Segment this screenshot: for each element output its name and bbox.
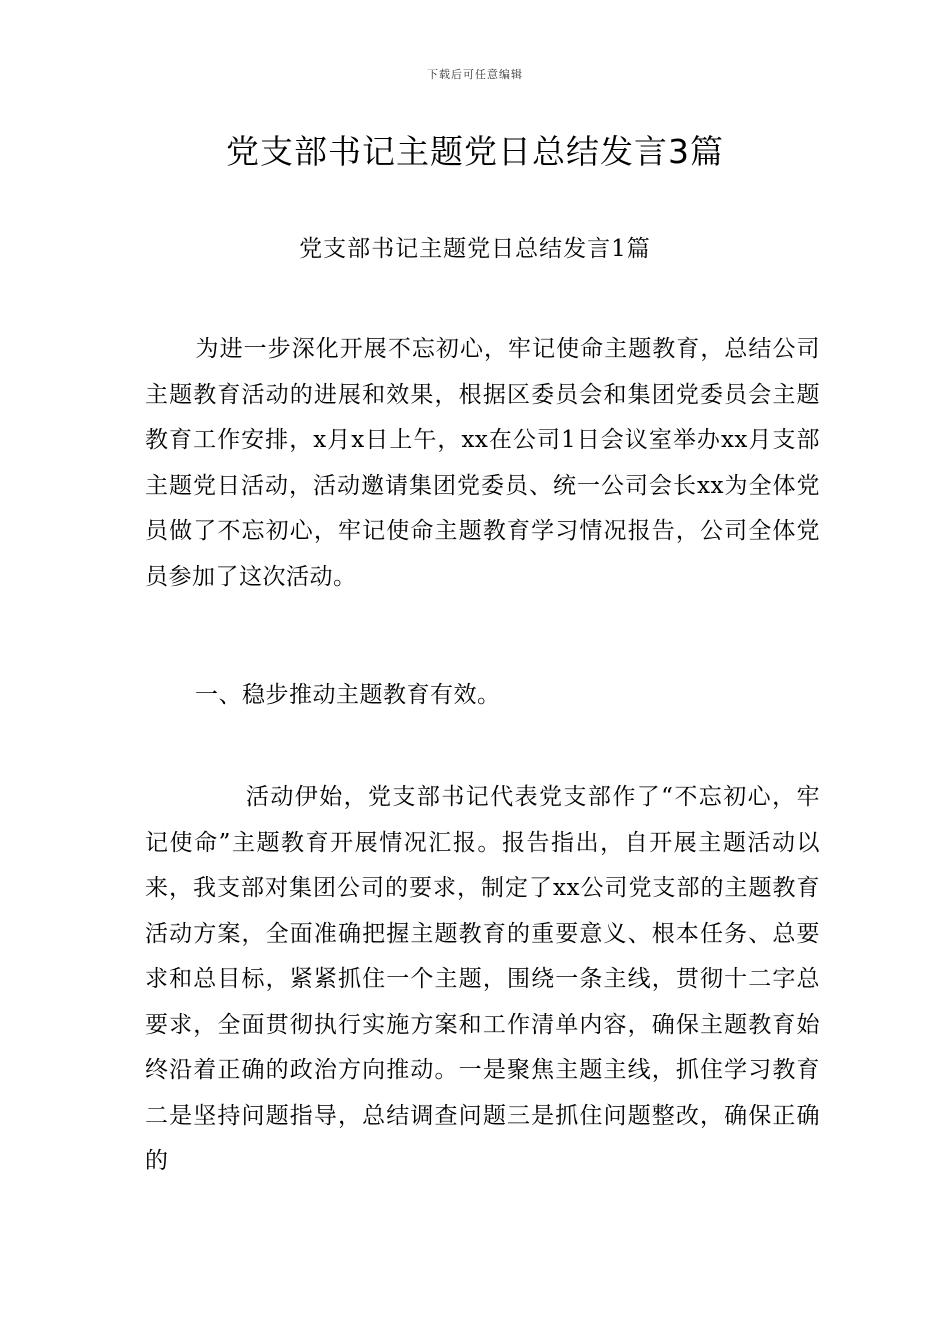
header-note: 下载后可任意编辑 (427, 68, 523, 81)
paragraph-2 (145, 775, 820, 1185)
paragraph-1 (145, 327, 820, 600)
paragraph-1-text: 为进一步深化开展不忘初心，牢记使命主题教育，总结公司主题教育活动的进展和效果，根据区委员会和集团党委员会主题教育工作安排，x月x日上午，xx在公司1日会议室举办xx月支部主题党日活动，活动邀请集团党委员、统一公司会长xx为全体党员做了不忘初心，牢记使命主题教育学习情况报告，公司全体党员参加了这次活动。 (145, 336, 820, 590)
paragraph-2-text: 活动伊始，党支部书记代表党支部作了“不忘初心，牢记使命”主题教育开展情况汇报。报告指出，自开展主题活动以来，我支部对集团公司的要求，制定了xx公司党支部的主题教育活动方案，全面准确把握主题教育的重要意义、根本任务、总要求和总目标，紧紧抓住一个主题，围绕一条主线，贯彻十二字总要求，全面贯彻执行实施方案和工作清单内容，确保主题教育始终沿着正确的政治方向推动。一是聚焦主题主线，抓住学习教育二是坚持问题指导，总结调查问题三是抓住问题整改，确保正确的 (145, 784, 820, 1174)
section-heading-1-text: 一、稳步推动主题教育有效。 (195, 682, 501, 708)
document-subtitle: 党支部书记主题党日总结发言1篇 (299, 236, 651, 262)
document-title: 党支部书记主题党日总结发言3篇 (226, 132, 724, 171)
section-heading-1 (145, 673, 820, 719)
